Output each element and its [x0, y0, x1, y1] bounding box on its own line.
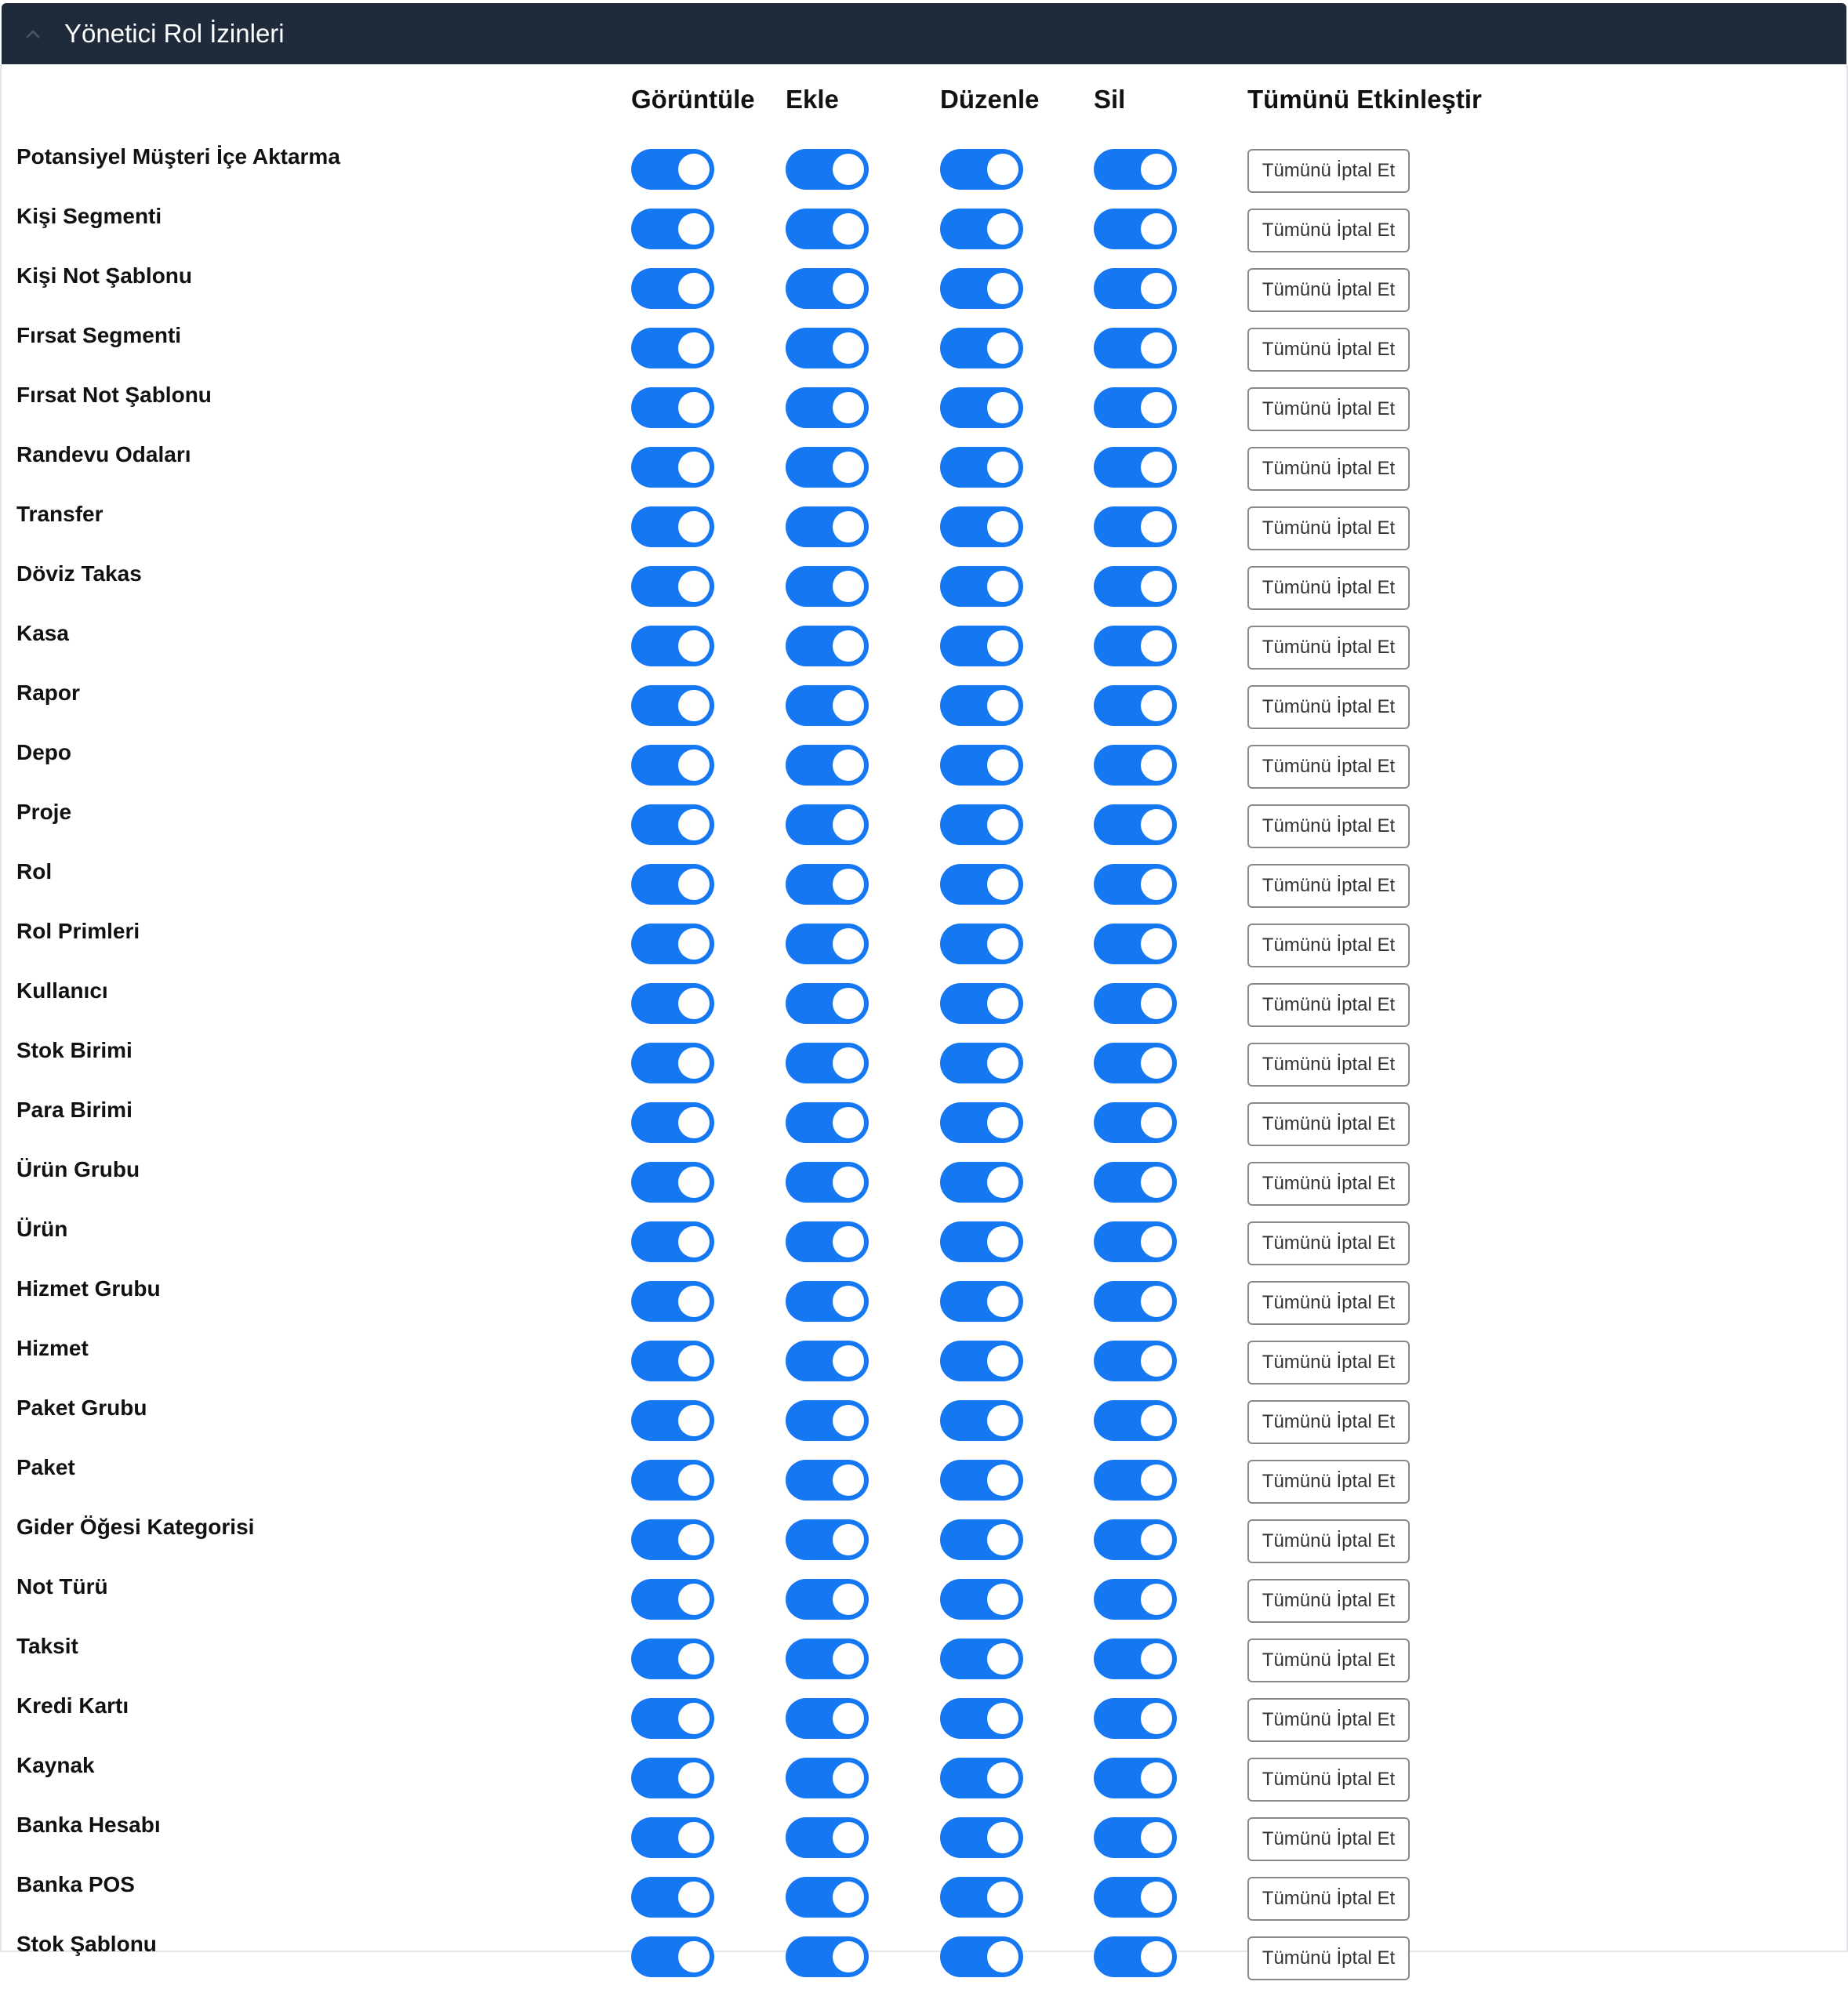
toggle-edit[interactable]	[940, 1758, 1023, 1798]
permission-row	[2, 680, 1846, 740]
toggle-add[interactable]	[786, 745, 869, 786]
toggle-delete[interactable]	[1094, 983, 1177, 1024]
cancel-all-button[interactable]: Tümünü İptal Et	[1247, 268, 1410, 312]
toggle-edit[interactable]	[940, 1281, 1023, 1322]
permission-row-label: Taksit	[16, 1634, 78, 1658]
toggle-view[interactable]	[631, 1758, 714, 1798]
permission-row	[2, 1276, 1846, 1336]
panel-header[interactable]	[2, 3, 1846, 64]
cancel-all-button[interactable]: Tümünü İptal Et	[1247, 685, 1410, 729]
permission-row	[2, 1455, 1846, 1515]
permission-row	[2, 1395, 1846, 1455]
toggle-delete[interactable]	[1094, 1460, 1177, 1501]
permission-row-label: Potansiyel Müşteri İçe Aktarma	[16, 144, 340, 169]
cancel-all-button[interactable]: Tümünü İptal Et	[1247, 506, 1410, 550]
toggle-add[interactable]	[786, 1400, 869, 1441]
toggle-delete[interactable]	[1094, 1877, 1177, 1918]
permission-row	[2, 502, 1846, 561]
permission-row	[2, 740, 1846, 800]
toggle-delete[interactable]	[1094, 1936, 1177, 1977]
toggle-edit[interactable]	[940, 685, 1023, 726]
toggle-view[interactable]	[631, 1102, 714, 1143]
toggle-view[interactable]	[631, 983, 714, 1024]
permission-row	[2, 561, 1846, 621]
column-header-add: Ekle	[786, 85, 839, 114]
toggle-view[interactable]	[631, 685, 714, 726]
toggle-edit[interactable]	[940, 1817, 1023, 1858]
cancel-all-button[interactable]: Tümünü İptal Et	[1247, 447, 1410, 491]
toggle-view[interactable]	[631, 1043, 714, 1083]
permission-row	[2, 978, 1846, 1038]
toggle-view[interactable]	[631, 1519, 714, 1560]
cancel-all-button[interactable]: Tümünü İptal Et	[1247, 1758, 1410, 1802]
toggle-edit[interactable]	[940, 1400, 1023, 1441]
toggle-view[interactable]	[631, 745, 714, 786]
toggle-view[interactable]	[631, 447, 714, 488]
toggle-edit[interactable]	[940, 924, 1023, 964]
toggle-edit[interactable]	[940, 1460, 1023, 1501]
toggle-add[interactable]	[786, 1639, 869, 1679]
toggle-view[interactable]	[631, 1162, 714, 1203]
toggle-delete[interactable]	[1094, 626, 1177, 666]
toggle-add[interactable]	[786, 447, 869, 488]
toggle-delete[interactable]	[1094, 804, 1177, 845]
toggle-view[interactable]	[631, 1817, 714, 1858]
toggle-view[interactable]	[631, 149, 714, 190]
cancel-all-button[interactable]: Tümünü İptal Et	[1247, 209, 1410, 252]
toggle-edit[interactable]	[940, 1579, 1023, 1620]
toggle-view[interactable]	[631, 268, 714, 309]
toggle-add[interactable]	[786, 924, 869, 964]
permission-row	[2, 800, 1846, 859]
toggle-add[interactable]	[786, 1936, 869, 1977]
permission-row-label: Transfer	[16, 502, 103, 526]
toggle-add[interactable]	[786, 1758, 869, 1798]
toggle-delete[interactable]	[1094, 1579, 1177, 1620]
permission-row-label: Kasa	[16, 621, 69, 645]
cancel-all-button[interactable]: Tümünü İptal Et	[1247, 1579, 1410, 1623]
toggle-add[interactable]	[786, 149, 869, 190]
permission-row-label: Paket Grubu	[16, 1395, 147, 1420]
toggle-delete[interactable]	[1094, 745, 1177, 786]
toggle-add[interactable]	[786, 209, 869, 249]
column-header-view: Görüntüle	[631, 85, 755, 114]
cancel-all-button[interactable]: Tümünü İptal Et	[1247, 1281, 1410, 1325]
permission-row-label: Banka Hesabı	[16, 1813, 161, 1837]
cancel-all-button[interactable]: Tümünü İptal Et	[1247, 1519, 1410, 1563]
cancel-all-button[interactable]: Tümünü İptal Et	[1247, 1460, 1410, 1504]
permission-row-label: Depo	[16, 740, 71, 764]
permission-row	[2, 323, 1846, 383]
toggle-add[interactable]	[786, 1579, 869, 1620]
toggle-view[interactable]	[631, 1221, 714, 1262]
permission-row-label: Gider Öğesi Kategorisi	[16, 1515, 255, 1539]
permission-row-label: Kişi Not Şablonu	[16, 263, 192, 288]
toggle-delete[interactable]	[1094, 1698, 1177, 1739]
column-header-edit: Düzenle	[940, 85, 1040, 114]
toggle-view[interactable]	[631, 1400, 714, 1441]
toggle-view[interactable]	[631, 804, 714, 845]
permission-row	[2, 1872, 1846, 1932]
cancel-all-button[interactable]: Tümünü İptal Et	[1247, 1936, 1410, 1980]
toggle-edit[interactable]	[940, 447, 1023, 488]
permission-row	[2, 1932, 1846, 1991]
permission-row	[2, 144, 1846, 204]
toggle-delete[interactable]	[1094, 209, 1177, 249]
permission-row-label: Kullanıcı	[16, 978, 108, 1003]
toggle-add[interactable]	[786, 1698, 869, 1739]
toggle-delete[interactable]	[1094, 1043, 1177, 1083]
toggle-delete[interactable]	[1094, 1162, 1177, 1203]
toggle-edit[interactable]	[940, 387, 1023, 428]
permission-row	[2, 383, 1846, 442]
toggle-delete[interactable]	[1094, 387, 1177, 428]
permission-row-label: Kaynak	[16, 1753, 95, 1777]
toggle-add[interactable]	[786, 1162, 869, 1203]
toggle-add[interactable]	[786, 387, 869, 428]
toggle-edit[interactable]	[940, 209, 1023, 249]
column-header-delete: Sil	[1094, 85, 1126, 114]
permission-row-label: Paket	[16, 1455, 75, 1479]
permission-row	[2, 621, 1846, 680]
permission-row	[2, 1217, 1846, 1276]
permission-row-label: Ürün	[16, 1217, 68, 1241]
cancel-all-button[interactable]: Tümünü İptal Et	[1247, 864, 1410, 908]
permission-row	[2, 1157, 1846, 1217]
permission-row-label: Hizmet Grubu	[16, 1276, 161, 1301]
toggle-edit[interactable]	[940, 864, 1023, 905]
cancel-all-button[interactable]: Tümünü İptal Et	[1247, 983, 1410, 1027]
toggle-edit[interactable]	[940, 1043, 1023, 1083]
toggle-view[interactable]	[631, 1698, 714, 1739]
toggle-delete[interactable]	[1094, 864, 1177, 905]
permission-row-label: Rol Primleri	[16, 919, 140, 943]
cancel-all-button[interactable]: Tümünü İptal Et	[1247, 1102, 1410, 1146]
toggle-edit[interactable]	[940, 1936, 1023, 1977]
permission-row	[2, 1336, 1846, 1395]
toggle-edit[interactable]	[940, 1639, 1023, 1679]
permission-row	[2, 1813, 1846, 1872]
toggle-edit[interactable]	[940, 268, 1023, 309]
permission-row-label: Stok Birimi	[16, 1038, 133, 1062]
chevron-up-icon[interactable]	[22, 24, 44, 45]
permission-row	[2, 1515, 1846, 1574]
toggle-edit[interactable]	[940, 983, 1023, 1024]
toggle-delete[interactable]	[1094, 1102, 1177, 1143]
toggle-delete[interactable]	[1094, 447, 1177, 488]
toggle-view[interactable]	[631, 1639, 714, 1679]
toggle-add[interactable]	[786, 983, 869, 1024]
toggle-delete[interactable]	[1094, 566, 1177, 607]
permission-row	[2, 1098, 1846, 1157]
toggle-delete[interactable]	[1094, 268, 1177, 309]
cancel-all-button[interactable]: Tümünü İptal Et	[1247, 1877, 1410, 1921]
toggle-edit[interactable]	[940, 1162, 1023, 1203]
toggle-edit[interactable]	[940, 1698, 1023, 1739]
toggle-add[interactable]	[786, 1460, 869, 1501]
permission-row-label: Stok Şablonu	[16, 1932, 157, 1956]
permission-row	[2, 1634, 1846, 1693]
cancel-all-button[interactable]: Tümünü İptal Et	[1247, 1221, 1410, 1265]
toggle-view[interactable]	[631, 387, 714, 428]
toggle-delete[interactable]	[1094, 1817, 1177, 1858]
panel-title: Yönetici Rol İzinleri	[64, 19, 285, 48]
toggle-edit[interactable]	[940, 745, 1023, 786]
toggle-view[interactable]	[631, 1281, 714, 1322]
toggle-edit[interactable]	[940, 566, 1023, 607]
permission-row	[2, 1753, 1846, 1813]
toggle-add[interactable]	[786, 566, 869, 607]
permission-row-label: Hizmet	[16, 1336, 89, 1360]
permission-row-label: Kişi Segmenti	[16, 204, 162, 228]
toggle-delete[interactable]	[1094, 1758, 1177, 1798]
toggle-delete[interactable]	[1094, 149, 1177, 190]
toggle-delete[interactable]	[1094, 1281, 1177, 1322]
toggle-view[interactable]	[631, 1460, 714, 1501]
toggle-delete[interactable]	[1094, 1221, 1177, 1262]
permission-row	[2, 1574, 1846, 1634]
permission-row-label: Ürün Grubu	[16, 1157, 140, 1181]
cancel-all-button[interactable]: Tümünü İptal Et	[1247, 566, 1410, 610]
permission-row-label: Kredi Kartı	[16, 1693, 129, 1718]
permission-row	[2, 204, 1846, 263]
permission-row	[2, 1693, 1846, 1753]
cancel-all-button[interactable]: Tümünü İptal Et	[1247, 1698, 1410, 1742]
permission-row-label: Döviz Takas	[16, 561, 142, 586]
cancel-all-button[interactable]: Tümünü İptal Et	[1247, 924, 1410, 967]
toggle-edit[interactable]	[940, 1221, 1023, 1262]
permission-row	[2, 442, 1846, 502]
cancel-all-button[interactable]: Tümünü İptal Et	[1247, 149, 1410, 193]
toggle-edit[interactable]	[940, 506, 1023, 547]
cancel-all-button[interactable]: Tümünü İptal Et	[1247, 1341, 1410, 1384]
toggle-add[interactable]	[786, 626, 869, 666]
toggle-edit[interactable]	[940, 1341, 1023, 1381]
toggle-edit[interactable]	[940, 1519, 1023, 1560]
toggle-edit[interactable]	[940, 328, 1023, 368]
toggle-add[interactable]	[786, 1519, 869, 1560]
toggle-view[interactable]	[631, 1936, 714, 1977]
permission-row-label: Banka POS	[16, 1872, 135, 1896]
toggle-add[interactable]	[786, 268, 869, 309]
toggle-edit[interactable]	[940, 1877, 1023, 1918]
permissions-table	[0, 64, 1848, 1969]
toggle-add[interactable]	[786, 864, 869, 905]
toggle-view[interactable]	[631, 566, 714, 607]
permission-row-label: Fırsat Segmenti	[16, 323, 182, 347]
cancel-all-button[interactable]: Tümünü İptal Et	[1247, 1400, 1410, 1444]
permission-row	[2, 1038, 1846, 1098]
toggle-add[interactable]	[786, 1877, 869, 1918]
toggle-delete[interactable]	[1094, 506, 1177, 547]
cancel-all-button[interactable]: Tümünü İptal Et	[1247, 1162, 1410, 1206]
cancel-all-button[interactable]: Tümünü İptal Et	[1247, 1817, 1410, 1861]
toggle-view[interactable]	[631, 1579, 714, 1620]
toggle-view[interactable]	[631, 864, 714, 905]
toggle-add[interactable]	[786, 1221, 869, 1262]
cancel-all-button[interactable]: Tümünü İptal Et	[1247, 804, 1410, 848]
cancel-all-button[interactable]: Tümünü İptal Et	[1247, 1639, 1410, 1682]
permission-row-label: Randevu Odaları	[16, 442, 191, 466]
toggle-edit[interactable]	[940, 804, 1023, 845]
toggle-edit[interactable]	[940, 626, 1023, 666]
toggle-add[interactable]	[786, 1281, 869, 1322]
toggle-delete[interactable]	[1094, 1639, 1177, 1679]
cancel-all-button[interactable]: Tümünü İptal Et	[1247, 387, 1410, 431]
toggle-view[interactable]	[631, 924, 714, 964]
permission-row-label: Para Birimi	[16, 1098, 133, 1122]
toggle-add[interactable]	[786, 1043, 869, 1083]
toggle-add[interactable]	[786, 685, 869, 726]
toggle-delete[interactable]	[1094, 924, 1177, 964]
toggle-delete[interactable]	[1094, 1400, 1177, 1441]
permission-row-label: Rol	[16, 859, 53, 884]
toggle-delete[interactable]	[1094, 328, 1177, 368]
permission-row	[2, 919, 1846, 978]
toggle-add[interactable]	[786, 1102, 869, 1143]
toggle-view[interactable]	[631, 1877, 714, 1918]
toggle-edit[interactable]	[940, 1102, 1023, 1143]
toggle-add[interactable]	[786, 328, 869, 368]
permission-row-label: Fırsat Not Şablonu	[16, 383, 212, 407]
toggle-add[interactable]	[786, 506, 869, 547]
toggle-add[interactable]	[786, 1341, 869, 1381]
toggle-delete[interactable]	[1094, 1341, 1177, 1381]
permission-row-label: Proje	[16, 800, 72, 824]
toggle-delete[interactable]	[1094, 1519, 1177, 1560]
toggle-add[interactable]	[786, 1817, 869, 1858]
cancel-all-button[interactable]: Tümünü İptal Et	[1247, 1043, 1410, 1087]
column-header-enable-all: Tümünü Etkinleştir	[1247, 85, 1482, 114]
toggle-add[interactable]	[786, 804, 869, 845]
cancel-all-button[interactable]: Tümünü İptal Et	[1247, 745, 1410, 789]
permission-rows	[2, 64, 1846, 1969]
toggle-view[interactable]	[631, 209, 714, 249]
toggle-view[interactable]	[631, 328, 714, 368]
permission-row	[2, 859, 1846, 919]
permission-row-label: Not Türü	[16, 1574, 108, 1599]
permission-row-label: Rapor	[16, 680, 80, 705]
toggle-view[interactable]	[631, 506, 714, 547]
cancel-all-button[interactable]: Tümünü İptal Et	[1247, 328, 1410, 372]
toggle-edit[interactable]	[940, 149, 1023, 190]
toggle-view[interactable]	[631, 626, 714, 666]
toggle-delete[interactable]	[1094, 685, 1177, 726]
cancel-all-button[interactable]: Tümünü İptal Et	[1247, 626, 1410, 670]
permission-row	[2, 263, 1846, 323]
toggle-view[interactable]	[631, 1341, 714, 1381]
